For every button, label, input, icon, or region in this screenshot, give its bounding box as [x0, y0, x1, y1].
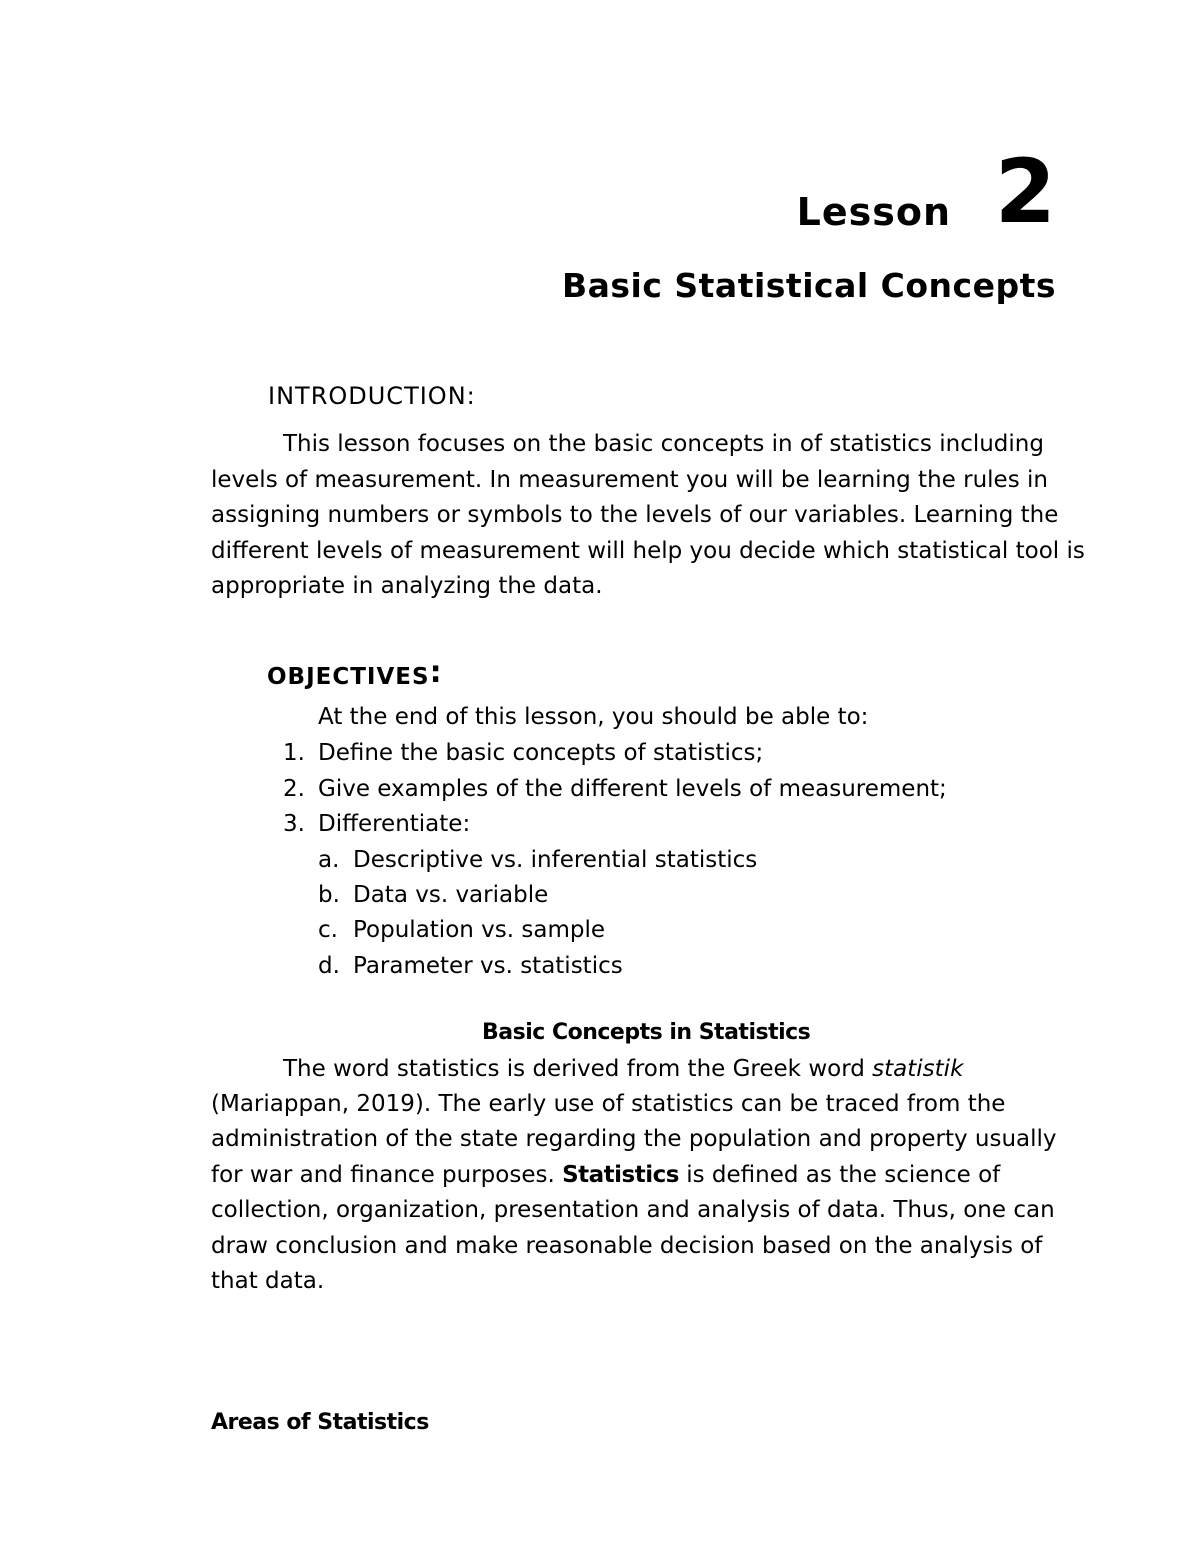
objective-item — [283, 736, 764, 771]
objective-number: 3. — [283, 811, 305, 837]
concepts-line-4 — [211, 1158, 1000, 1193]
intro-line-5: appropriate in analyzing the data. — [211, 573, 603, 599]
concepts-line-1 — [283, 1052, 963, 1087]
introduction-heading: INTRODUCTION: — [268, 382, 476, 410]
objective-subitem — [318, 843, 758, 878]
objectives-heading-text: OBJECTIVES — [267, 664, 430, 690]
concepts-line-4-post: is defined as the science of — [678, 1162, 1001, 1188]
concepts-line-7: that data. — [211, 1268, 325, 1294]
subitem-text: Population vs. sample — [353, 917, 605, 943]
subitem-text: Descriptive vs. inferential statistics — [353, 847, 758, 873]
concepts-line-5: collection, organization, presentation and analysis of data. Thus, one can — [211, 1197, 1055, 1223]
objective-text: Differentiate: — [318, 811, 471, 837]
statistics-term: Statistics — [562, 1162, 679, 1188]
objectives-heading-colon: : — [429, 655, 443, 690]
subitem-letter: a. — [318, 847, 340, 873]
concepts-line-2: (Mariappan, 2019). The early use of statistics can be traced from the — [211, 1091, 1006, 1117]
objectives-lead: At the end of this lesson, you should be able to: — [318, 704, 869, 730]
objective-subitem — [318, 878, 549, 913]
lesson-number: 2 — [994, 140, 1056, 243]
objective-item — [283, 807, 471, 842]
intro-line-4: different levels of measurement will help you decide which statistical tool is — [211, 538, 1085, 564]
concepts-line-4-pre: for war and finance purposes. — [211, 1162, 563, 1188]
intro-line-3: assigning numbers or symbols to the levels of our variables. Learning the — [211, 502, 1059, 528]
basic-concepts-heading: Basic Concepts in Statistics — [482, 1020, 811, 1045]
subitem-text: Parameter vs. statistics — [353, 953, 623, 979]
objective-item — [283, 772, 947, 807]
objective-number: 2. — [283, 776, 305, 802]
intro-line-1: This lesson focuses on the basic concepts in of statistics including — [283, 431, 1044, 457]
page-title: Basic Statistical Concepts — [561, 266, 1056, 305]
subitem-letter: c. — [318, 917, 338, 943]
greek-word: statistik — [872, 1056, 964, 1082]
objective-subitem — [318, 949, 623, 984]
objective-text: Define the basic concepts of statistics; — [318, 740, 764, 766]
objective-text: Give examples of the different levels of measurement; — [318, 776, 947, 802]
intro-line-2: levels of measurement. In measurement you will be learning the rules in — [211, 467, 1048, 493]
objectives-heading — [267, 657, 443, 692]
subitem-text: Data vs. variable — [353, 882, 549, 908]
areas-heading: Areas of Statistics — [211, 1410, 429, 1435]
concepts-line-6: draw conclusion and make reasonable decision based on the analysis of — [211, 1233, 1043, 1259]
lesson-label: Lesson — [796, 190, 951, 234]
objective-number: 1. — [283, 740, 305, 766]
objective-subitem — [318, 913, 605, 948]
concepts-line-3: administration of the state regarding the population and property usually — [211, 1126, 1057, 1152]
concepts-line-1-text: The word statistics is derived from the Greek word — [283, 1056, 873, 1082]
subitem-letter: d. — [318, 953, 340, 979]
subitem-letter: b. — [318, 882, 340, 908]
